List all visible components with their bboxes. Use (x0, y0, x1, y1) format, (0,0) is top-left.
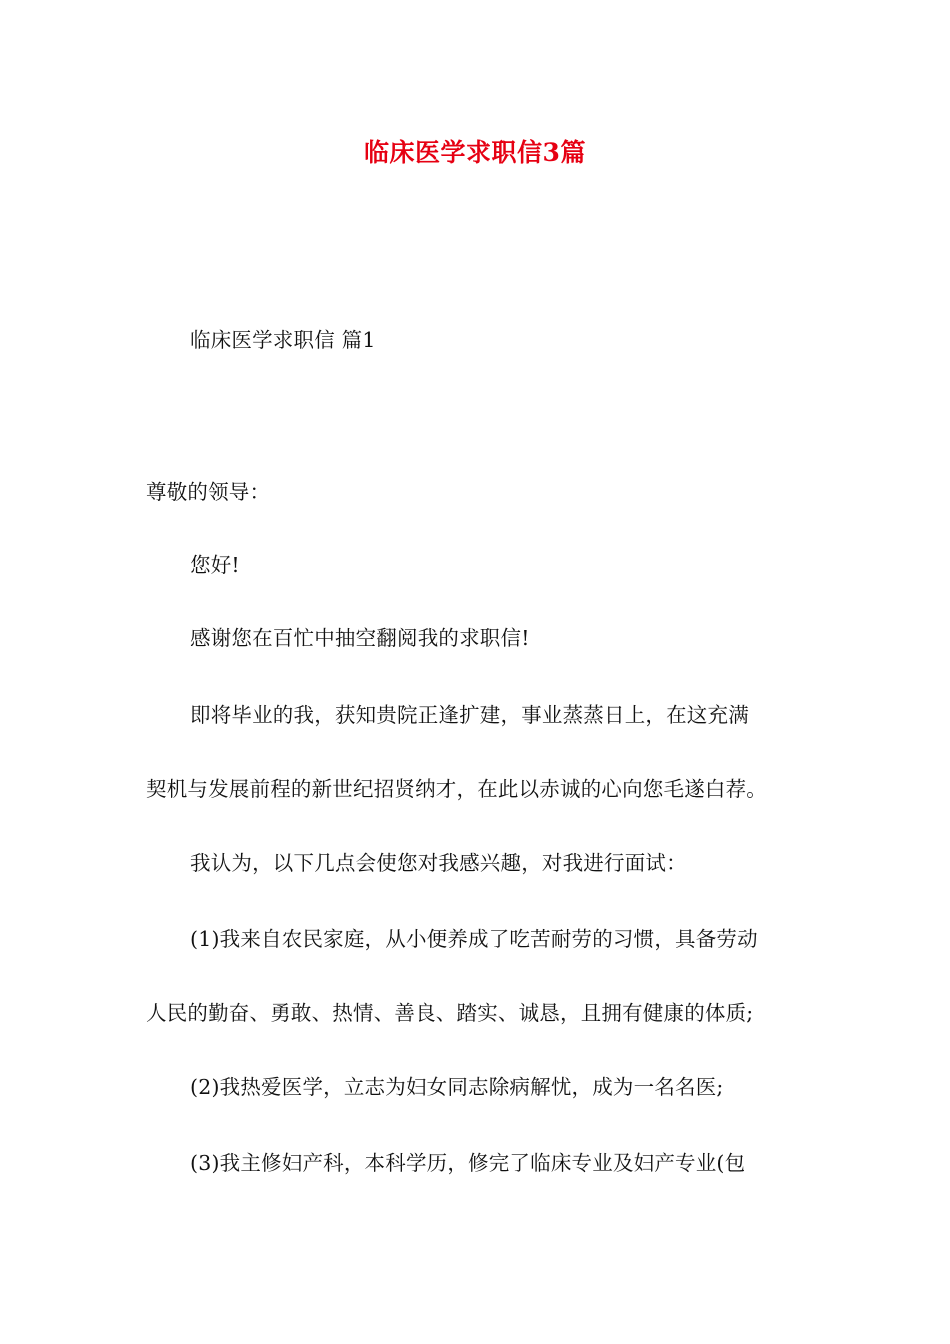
paragraph-line: (3)我主修妇产科，本科学历，修完了临床专业及妇产专业(包 (190, 1151, 746, 1175)
greeting: 您好! (190, 553, 240, 577)
document-title: 临床医学求职信3篇 (364, 138, 586, 167)
paragraph-line: 人民的勤奋、勇敢、热情、善良、踏实、诚恳，且拥有健康的体质; (146, 1001, 754, 1025)
salutation: 尊敬的领导： (146, 480, 271, 504)
paragraph-line: (2)我热爱医学，立志为妇女同志除病解忧，成为一名名医; (190, 1075, 724, 1099)
section-heading: 临床医学求职信 篇1 (190, 328, 376, 352)
paragraph-line: 我认为，以下几点会使您对我感兴趣，对我进行面试： (190, 851, 687, 875)
paragraph-line: 即将毕业的我，获知贵院正逢扩建，事业蒸蒸日上，在这充满 (190, 703, 749, 727)
paragraph-line: (1)我来自农民家庭，从小便养成了吃苦耐劳的习惯，具备劳动 (190, 927, 758, 951)
paragraph-line: 感谢您在百忙中抽空翻阅我的求职信! (190, 626, 530, 650)
paragraph-line: 契机与发展前程的新世纪招贤纳才，在此以赤诚的心向您毛遂白荐。 (146, 777, 767, 801)
